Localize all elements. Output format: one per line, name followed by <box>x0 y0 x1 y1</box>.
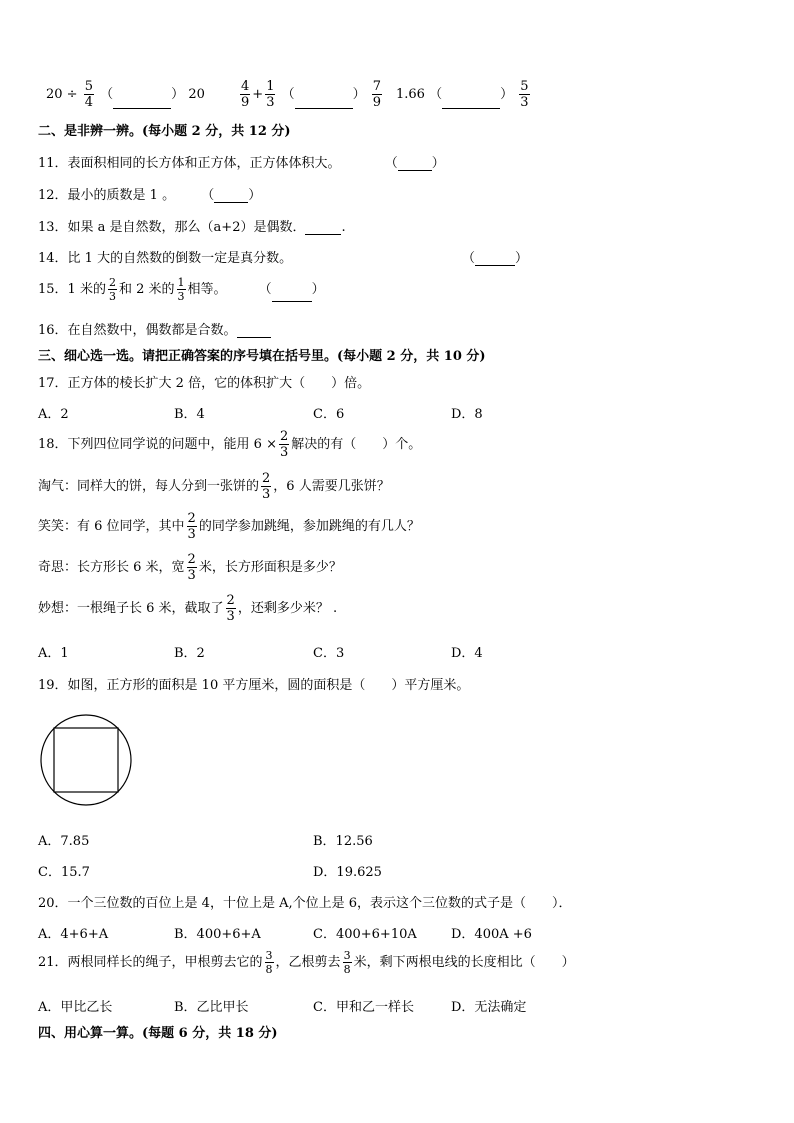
option-d[interactable]: D．400A +6 <box>451 927 532 942</box>
option-c[interactable]: C．6 <box>313 407 345 422</box>
option-a[interactable]: A．7.85 <box>38 834 90 849</box>
question-13: 13．如果 a 是自然数，那么（a+2）是偶数． . <box>38 220 346 235</box>
option-d[interactable]: D．4 <box>451 646 483 661</box>
answer-blank[interactable] <box>113 96 171 109</box>
answer-blank[interactable] <box>214 190 248 203</box>
question-16: 16．在自然数中，偶数都是合数。 <box>38 319 271 338</box>
section-3-title: 三、细心选一选。请把正确答案的序号填在括号里。(每小题 2 分，共 10 分) <box>38 349 486 364</box>
square-shape <box>54 728 118 792</box>
option-a[interactable]: A．4+6+A <box>38 927 109 942</box>
question-21: 21．两根同样长的绳子，甲根剪去它的 $\frac{3}{8}$ ，乙根剪去 $\frac{3}{8}$ 米，剩下两根电线的长度相比（ ） <box>38 949 575 976</box>
question-18: 18．下列四位同学说的问题中，能用 6 × $\frac{2}{3}$ 解决的有（ ）个。 <box>38 429 422 460</box>
compare-3: 1.66 （ ） $\frac{5}{3}$ <box>396 79 529 110</box>
circle-square-figure <box>38 712 134 808</box>
option-d[interactable]: D．8 <box>451 407 483 422</box>
answer-blank[interactable] <box>272 289 312 302</box>
question-14: 14．比 1 大的自然数的倒数一定是真分数。 <box>38 251 293 266</box>
compare-2: $\frac{4}{9}$ + $\frac{1}{3}$ （ ） $\frac{7}{9}$ <box>241 79 382 110</box>
option-b[interactable]: B．4 <box>174 407 205 422</box>
answer-blank[interactable] <box>295 96 353 109</box>
option-c[interactable]: C．甲和乙一样长 <box>313 1000 414 1015</box>
option-a[interactable]: A．2 <box>38 407 69 422</box>
question-14-answer: （ ） <box>462 251 529 266</box>
question-20: 20．一个三位数的百位上是 4，十位上是 A,个位上是 6，表示这个三位数的式子是（ ）． <box>38 896 572 911</box>
option-b[interactable]: B．12.56 <box>313 834 373 849</box>
statement-xiaoxiao: 笑笑：有 6 位同学，其中 $\frac{2}{3}$ 的同学参加跳绳，参加跳绳的有几人？ <box>38 511 420 542</box>
fraction: $\frac{5}{4}$ <box>84 79 93 110</box>
answer-blank[interactable] <box>398 158 432 171</box>
option-b[interactable]: B．乙比甲长 <box>174 1000 249 1015</box>
question-12: 12．最小的质数是 1 。 （ ） <box>38 188 262 203</box>
question-11: 11．表面积相同的长方体和正方体，正方体体积大。 （ ） <box>38 156 445 171</box>
option-b[interactable]: B．400+6+A <box>174 927 261 942</box>
option-d[interactable]: D．无法确定 <box>451 1000 527 1015</box>
option-c[interactable]: C．15.7 <box>38 865 90 880</box>
question-17: 17．正方体的棱长扩大 2 倍，它的体积扩大（ ）倍。 <box>38 376 371 391</box>
option-b[interactable]: B．2 <box>174 646 205 661</box>
section-2-title: 二、是非辨一辨。(每小题 2 分，共 12 分) <box>38 124 291 139</box>
question-19: 19．如图，正方形的面积是 10 平方厘米，圆的面积是（ ）平方厘米。 <box>38 678 470 693</box>
option-d[interactable]: D．19.625 <box>313 865 382 880</box>
statement-taoqi: 淘气：同样大的饼，每人分到一张饼的 $\frac{2}{3}$ ，6 人需要几张饼？ <box>38 471 390 502</box>
answer-blank[interactable] <box>475 253 515 266</box>
question-15: 15．1 米的 $\frac{2}{3}$ 和 2 米的 $\frac{1}{3}$ 相等。 （ ） <box>38 276 325 303</box>
statement-qisi: 奇思：长方形长 6 米，宽 $\frac{2}{3}$ 米，长方形面积是多少？ <box>38 552 342 583</box>
statement-miaoxiang: 妙想：一根绳子长 6 米，截取了 $\frac{2}{3}$ ，还剩多少米？ . <box>38 593 338 624</box>
answer-blank[interactable] <box>442 96 500 109</box>
option-a[interactable]: A．甲比乙长 <box>38 1000 113 1015</box>
section-4-title: 四、用心算一算。(每题 6 分，共 18 分) <box>38 1026 278 1041</box>
compare-1: 20 ÷ $\frac{5}{4}$ （ ） 20 <box>46 79 205 110</box>
answer-blank[interactable] <box>237 325 271 338</box>
option-c[interactable]: C．3 <box>313 646 345 661</box>
answer-blank[interactable] <box>305 222 341 235</box>
option-a[interactable]: A．1 <box>38 646 69 661</box>
option-c[interactable]: C．400+6+10A <box>313 927 417 942</box>
